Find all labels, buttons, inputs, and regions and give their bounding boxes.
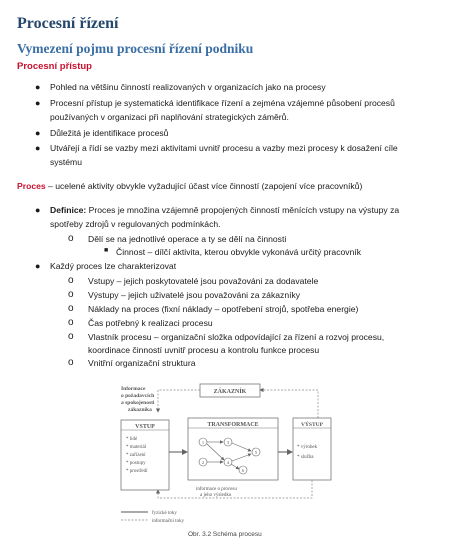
bullet-dot: ● [35, 261, 41, 271]
input-label: VSTUP [135, 424, 155, 430]
section-heading: Procesní přístup [17, 61, 92, 72]
input-item-5: * prostředí [126, 469, 148, 474]
process-definition-line [17, 179, 362, 193]
output-item-1: * výrobek [297, 445, 318, 450]
svg-text:6: 6 [241, 468, 245, 473]
bullet-dot: ● [35, 128, 41, 138]
customer-label: ZÁKAZNÍK [213, 389, 247, 395]
svg-text:3: 3 [226, 440, 230, 445]
input-item-4: * postupy [126, 461, 146, 466]
page-title: Procesní řízení [17, 15, 119, 32]
process-diagram [118, 380, 333, 528]
bullet-circle: o [68, 303, 74, 314]
char-item-owner-cont: koordinace činností uvnitř procesu a kontrolu funkce procesu [88, 345, 320, 355]
legend-info: informační toky [152, 519, 185, 524]
input-item-1: * lidé [126, 437, 138, 442]
sub-item-cinnost: Činnost – dílčí aktivita, kterou obvykle vykonává určitý pracovník [116, 247, 362, 257]
info-process-label-1: informace o procesu [196, 487, 237, 492]
bullet-circle: o [68, 233, 74, 244]
output-item-2: * služba [297, 455, 314, 460]
svg-text:5: 5 [254, 450, 258, 455]
bullet-circle: o [68, 331, 74, 342]
approach-bullet-1: Pohled na většinu činností realizovaných v organizacích jako na procesy [50, 82, 326, 92]
definition-line [50, 203, 399, 217]
svg-text:1: 1 [201, 440, 205, 445]
char-item-costs: Náklady na proces (fixní náklady – opotřebení strojů, spotřeba energie) [88, 304, 359, 314]
input-item-2: * materiál [126, 445, 147, 450]
bullet-dot: ● [35, 143, 41, 153]
figure-caption: Obr. 3.2 Schéma procesu [188, 531, 262, 538]
process-term: Proces [17, 181, 46, 191]
char-item-structure: Vnitřní organizační struktura [88, 358, 196, 368]
svg-text:4: 4 [226, 460, 230, 465]
char-item-inputs: Vstupy – jejich poskytovatelé jsou považováni za dodavatele [88, 276, 319, 286]
section-subtitle: Vymezení pojmu procesní řízení podniku [17, 41, 254, 56]
char-item-time: Čas potřebný k realizaci procesu [88, 318, 213, 328]
approach-bullet-4: Utvářejí a řídí se vazby mezi aktivitami uvnitř procesu a vazby mezi procesy k dosažení cíle [50, 143, 398, 153]
info-label-2: o požadavcích [121, 393, 155, 399]
approach-bullet-2-cont: používaných v organizaci při naplňování strategických záměrů. [50, 112, 289, 122]
characterized-heading: Každý proces lze charakterizovat [50, 261, 177, 271]
info-process-label-2: a jeho výsledku [200, 493, 232, 498]
bullet-square: ■ [104, 247, 109, 254]
char-item-outputs: Výstupy – jejich uživatelé jsou považováni za zákazníky [88, 290, 301, 300]
definition-text: Proces je množina vzájemně propojených činností měnících vstupy na výstupy za [86, 205, 400, 215]
approach-bullet-2: Procesní přístup je systematická identifikace řízení a zejména vzájemné působení procesů [50, 98, 395, 108]
transformation-label: TRANSFORMACE [207, 422, 259, 428]
info-flow-to-input [158, 390, 200, 412]
approach-bullet-3: Důležitá je identifikace procesů [50, 128, 169, 138]
info-label-3: a spokojenosti [121, 400, 155, 406]
bullet-circle: o [68, 357, 74, 368]
approach-bullet-4-cont: systému [50, 157, 82, 167]
bullet-dot: ● [35, 205, 41, 215]
legend-physical: fyzické toky [152, 511, 177, 516]
process-definition: – ucelené aktivity obvykle vyžadující účast více činností (zapojení více pracovníků) [45, 181, 363, 191]
info-label-4: zákazníka [128, 407, 152, 413]
bullet-circle: o [68, 317, 74, 328]
bullet-dot: ● [35, 82, 41, 92]
bullet-dot: ● [35, 98, 41, 108]
output-label: VÝSTUP [300, 422, 324, 428]
bullet-circle: o [68, 289, 74, 300]
char-item-owner: Vlastník procesu – organizační složka odpovídající za řízení a rozvoj procesu, [88, 332, 385, 342]
definition-label: Definice: [50, 205, 87, 215]
svg-text:2: 2 [201, 460, 205, 465]
info-label-1: Informace [121, 386, 146, 392]
bullet-circle: o [68, 275, 74, 286]
definition-text-cont: spotřeby zdrojů v regulovaných podmínkách. [50, 219, 221, 229]
sub-item-operations: Dělí se na jednotlivé operace a ty se dělí na činnosti [88, 234, 287, 244]
input-item-3: * zařízení [126, 453, 146, 458]
info-flow-to-customer [260, 390, 318, 418]
